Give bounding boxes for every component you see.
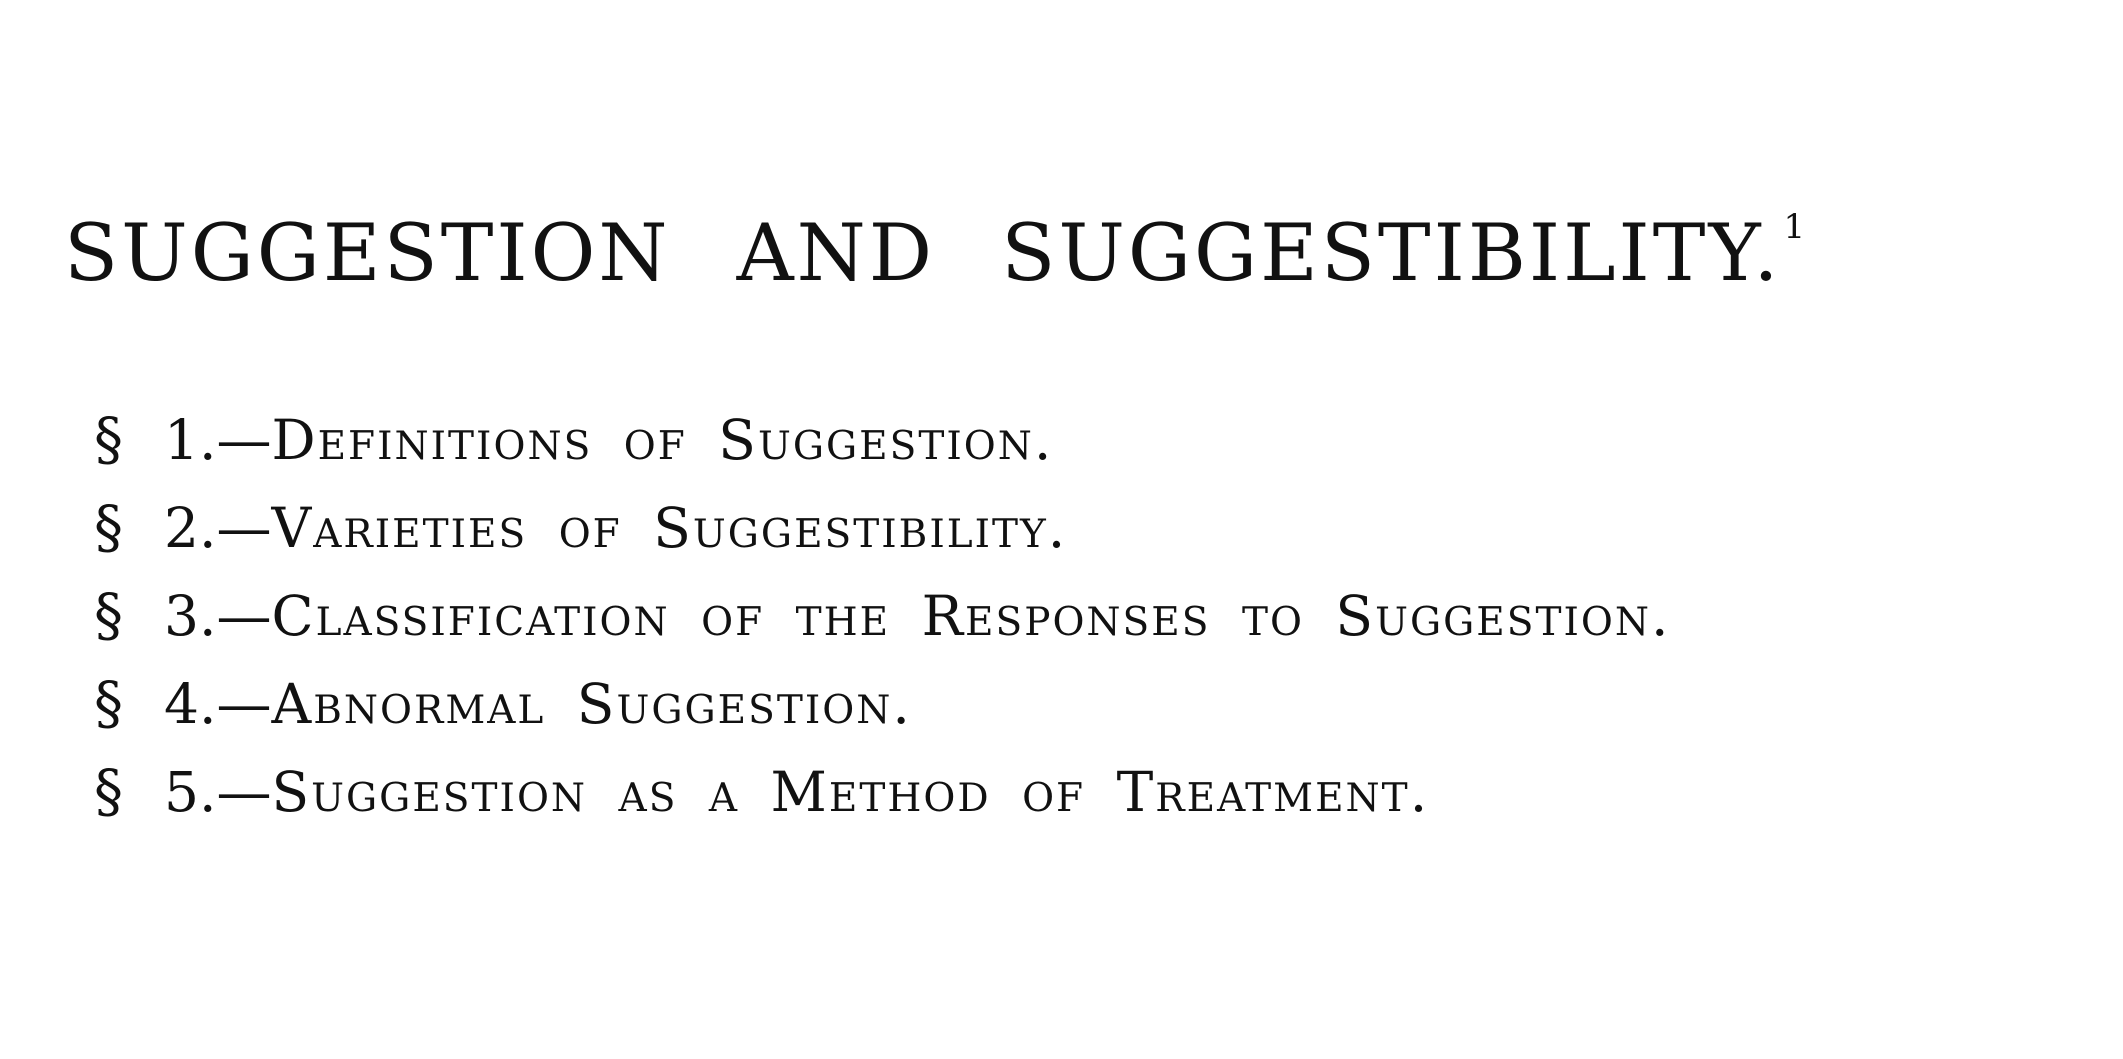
- section-title: Abnormal Suggestion.: [271, 672, 912, 736]
- footnote-marker: 1: [1783, 207, 1806, 247]
- section-title: Definitions of Suggestion.: [271, 408, 1054, 472]
- section-title: Classification of the Responses to Suggestion.: [271, 584, 1671, 648]
- chapter-title-text: SUGGESTION AND SUGGESTIBILITY.: [64, 207, 1782, 299]
- section-number: 3.—: [164, 584, 272, 648]
- section-title: Varieties of Suggestibility.: [271, 496, 1068, 560]
- section-item-5: [94, 747, 1670, 835]
- section-symbol: §: [94, 669, 123, 737]
- section-symbol: §: [94, 581, 123, 649]
- section-symbol: §: [94, 757, 123, 825]
- section-number: 5.—: [164, 760, 272, 824]
- section-item-4: [94, 659, 1670, 747]
- section-symbol: §: [94, 405, 123, 473]
- section-number: 2.—: [164, 496, 272, 560]
- section-symbol: §: [94, 493, 123, 561]
- section-title: Suggestion as a Method of Treatment.: [271, 760, 1430, 824]
- section-number: 1.—: [164, 408, 272, 472]
- section-number: 4.—: [164, 672, 272, 736]
- section-item-1: [94, 395, 1670, 483]
- section-item-3: [94, 571, 1670, 659]
- chapter-title: [64, 207, 1806, 299]
- section-list: [94, 395, 1670, 835]
- section-item-2: [94, 483, 1670, 571]
